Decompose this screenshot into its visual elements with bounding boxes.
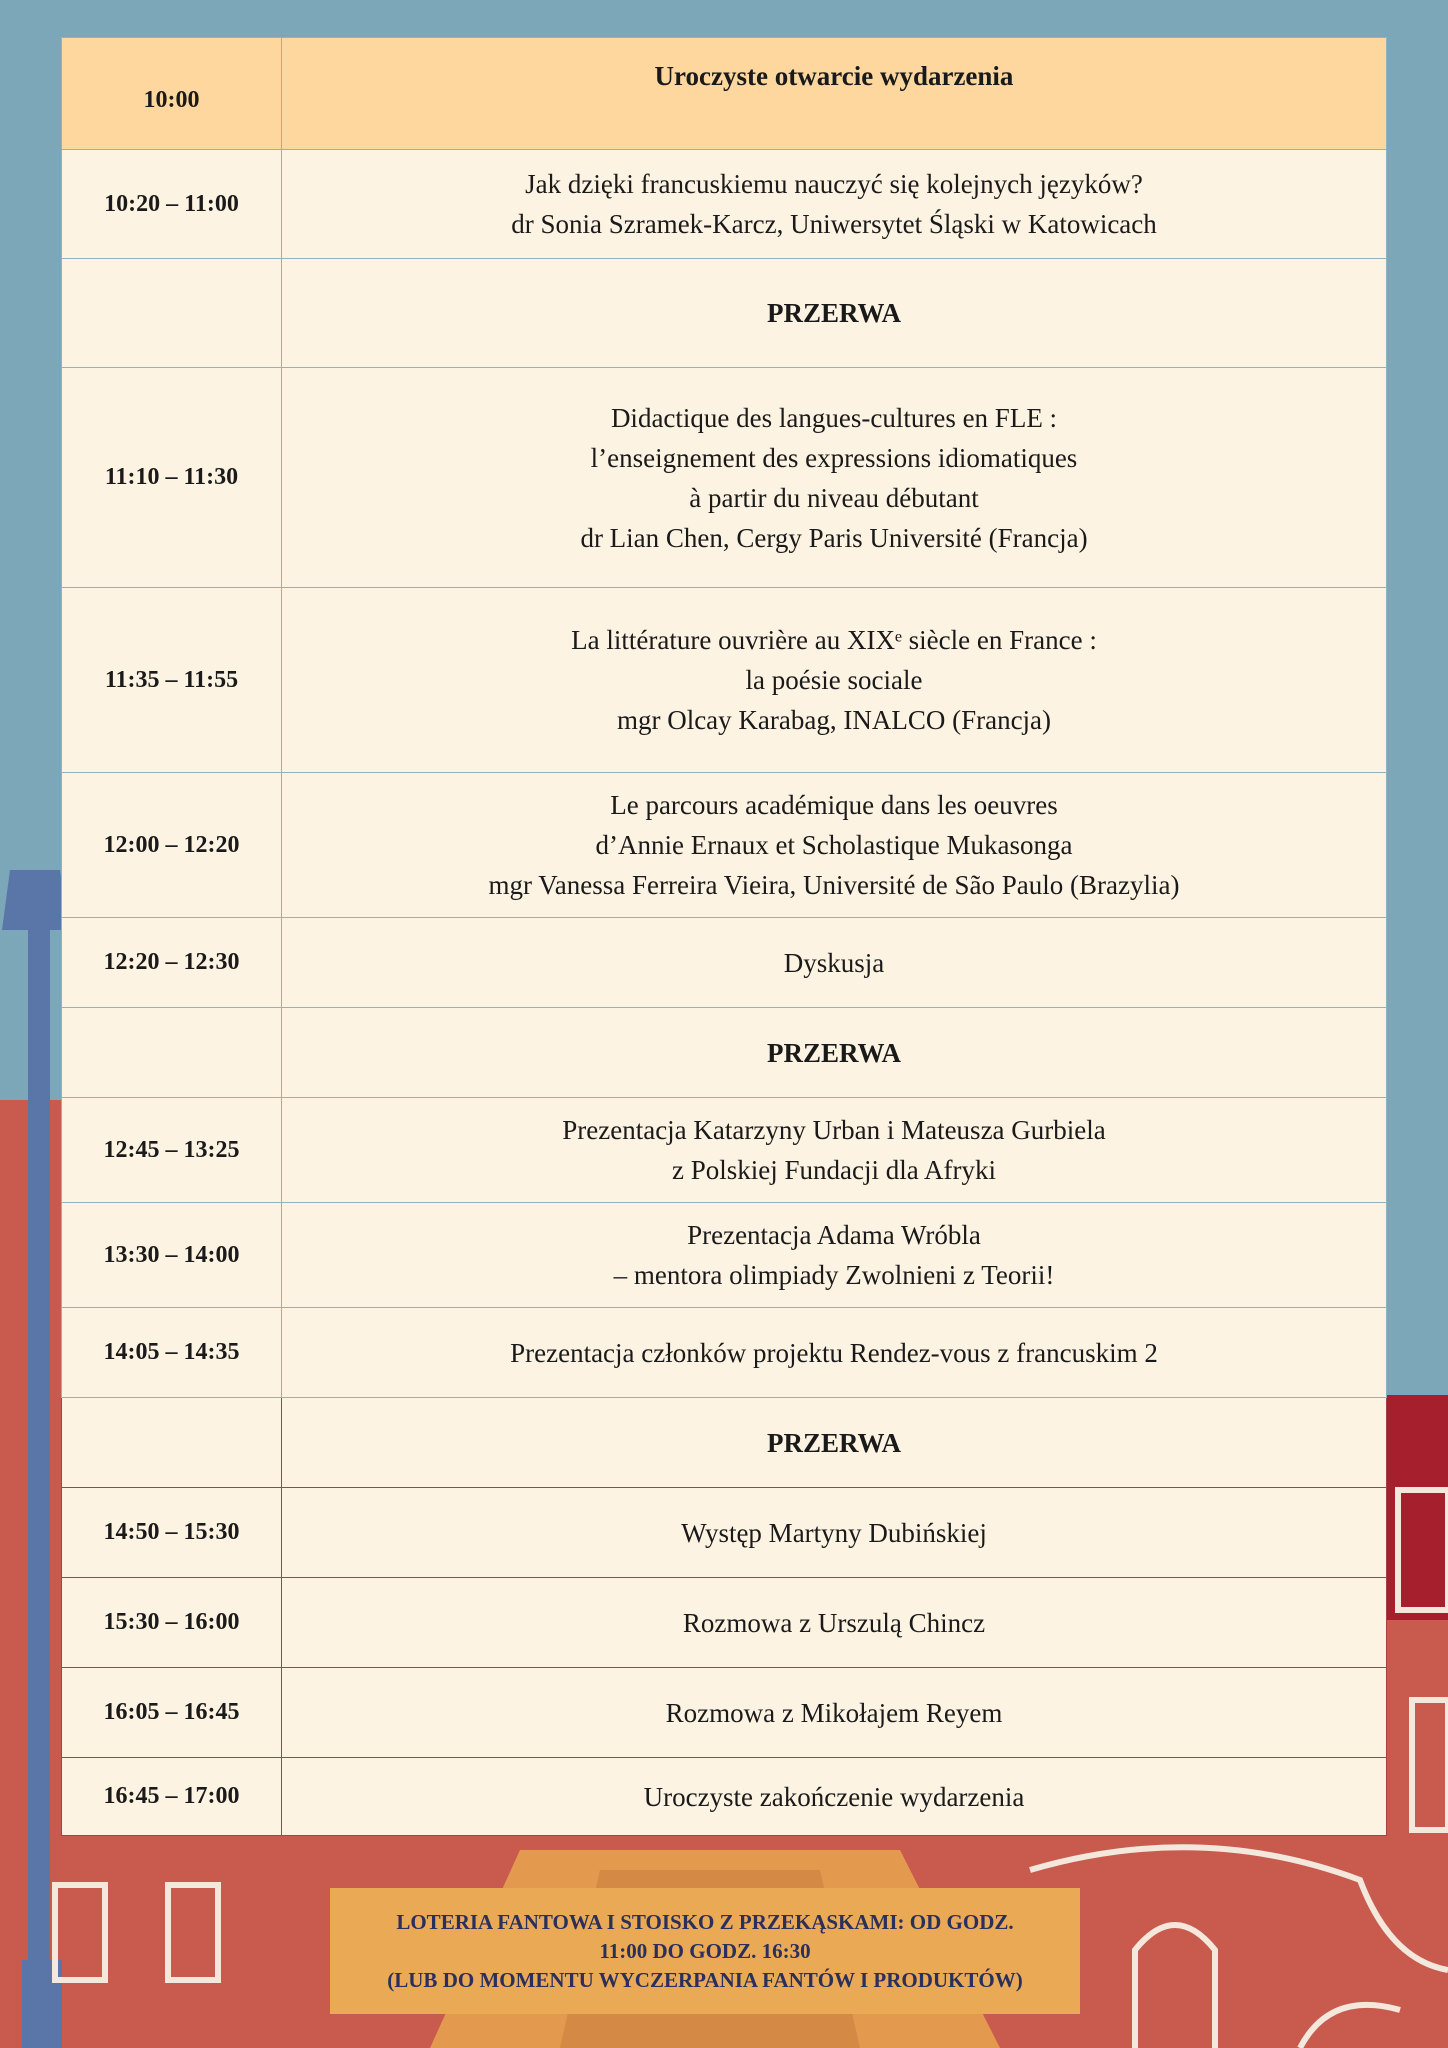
schedule-row [62, 1578, 1387, 1668]
description-line: Uroczyste otwarcie wydarzenia [654, 61, 1014, 91]
schedule-row [62, 1203, 1387, 1308]
description-line: z Polskiej Fundacji dla Afryki [672, 1155, 996, 1185]
row-time: 14:50 – 15:30 [62, 1488, 282, 1578]
description-line: PRZERWA [766, 1427, 902, 1458]
row-time: 12:20 – 12:30 [62, 918, 282, 1008]
schedule-row [62, 918, 1387, 1008]
description-line: d’Annie Ernaux et Scholastique Mukasonga [595, 830, 1073, 860]
description-line: à partir du niveau débutant [689, 482, 979, 513]
schedule-row [62, 773, 1387, 918]
row-time: 12:45 – 13:25 [62, 1098, 282, 1203]
description-line: PRZERWA [766, 1037, 902, 1068]
description-line: La littérature ouvrière au XIXᵉ siècle en France : [571, 625, 1097, 655]
description-line: Występ Martyny Dubińskiej [681, 1517, 987, 1548]
row-time: 13:30 – 14:00 [62, 1203, 282, 1308]
break-label [282, 1398, 1387, 1488]
description-line: Rozmowa z Urszulą Chincz [682, 1607, 986, 1638]
description-line: dr Lian Chen, Cergy Paris Université (Francja) [580, 522, 1088, 553]
description-line: – mentora olimpiady Zwolnieni z Teorii! [613, 1260, 1055, 1290]
row-time: 10:20 – 11:00 [62, 150, 282, 259]
lottery-line: LOTERIA FANTOWA I STOISKO Z PRZEKĄSKAMI: OD GODZ. [396, 1909, 1014, 1934]
schedule-table [61, 37, 1387, 1836]
description-line: Didactique des langues-cultures en FLE : [610, 402, 1058, 433]
lottery-info-box [330, 1888, 1080, 2014]
schedule-row [62, 1758, 1387, 1836]
schedule-row [62, 1488, 1387, 1578]
break-label [282, 1008, 1387, 1098]
schedule-row [62, 368, 1387, 588]
row-time: 12:00 – 12:20 [62, 773, 282, 918]
row-description [282, 1308, 1387, 1398]
break-row [62, 1398, 1387, 1488]
row-time: 11:10 – 11:30 [62, 368, 282, 588]
row-description [282, 1203, 1387, 1308]
schedule-row [62, 1308, 1387, 1398]
row-time [62, 1398, 282, 1488]
row-description [282, 1578, 1387, 1668]
row-description [282, 1098, 1387, 1203]
break-label [282, 259, 1387, 368]
description-line: Dyskusja [783, 947, 885, 978]
row-time [62, 1008, 282, 1098]
description-line: Rozmowa z Mikołajem Reyem [665, 1697, 1003, 1728]
break-row [62, 1008, 1387, 1098]
row-time: 14:05 – 14:35 [62, 1308, 282, 1398]
row-time: 16:45 – 17:00 [62, 1758, 282, 1836]
description-line: l’enseignement des expressions idiomatiques [590, 442, 1078, 473]
description-line: Jak dzięki francuskiemu nauczyć się kolejnych języków? [525, 169, 1143, 199]
row-description [282, 150, 1387, 259]
description-line: la poésie sociale [745, 665, 923, 695]
description-line: Uroczyste zakończenie wydarzenia [643, 1781, 1025, 1812]
break-row [62, 259, 1387, 368]
row-description [282, 368, 1387, 588]
row-description [282, 1488, 1387, 1578]
schedule-row [62, 38, 1387, 150]
lottery-line: 11:00 DO GODZ. 16:30 [599, 1938, 811, 1963]
schedule-row [62, 588, 1387, 773]
description-line: PRZERWA [766, 298, 902, 328]
row-time: 16:05 – 16:45 [62, 1668, 282, 1758]
row-description [282, 918, 1387, 1008]
row-description [282, 1668, 1387, 1758]
description-line: mgr Vanessa Ferreira Vieira, Université de São Paulo (Brazylia) [488, 870, 1180, 900]
schedule-row [62, 1098, 1387, 1203]
description-line: dr Sonia Szramek-Karcz, Uniwersytet Śląski w Katowicach [511, 209, 1157, 239]
lottery-line: (LUB DO MOMENTU WYCZERPANIA FANTÓW I PRODUKTÓW) [387, 1967, 1023, 1992]
row-time: 11:35 – 11:55 [62, 588, 282, 773]
row-time [62, 259, 282, 368]
schedule-row [62, 150, 1387, 259]
row-description [282, 38, 1387, 150]
description-line: Le parcours académique dans les oeuvres [610, 790, 1058, 820]
description-line: Prezentacja Katarzyny Urban i Mateusza Gurbiela [562, 1115, 1106, 1145]
description-line: Prezentacja członków projektu Rendez-vous z francuskim 2 [510, 1337, 1158, 1368]
row-description [282, 773, 1387, 918]
row-time: 15:30 – 16:00 [62, 1578, 282, 1668]
description-line: Prezentacja Adama Wróbla [687, 1220, 981, 1250]
row-description [282, 588, 1387, 773]
description-line: mgr Olcay Karabag, INALCO (Francja) [616, 705, 1052, 735]
row-description [282, 1758, 1387, 1836]
row-time: 10:00 [62, 38, 282, 150]
schedule-row [62, 1668, 1387, 1758]
